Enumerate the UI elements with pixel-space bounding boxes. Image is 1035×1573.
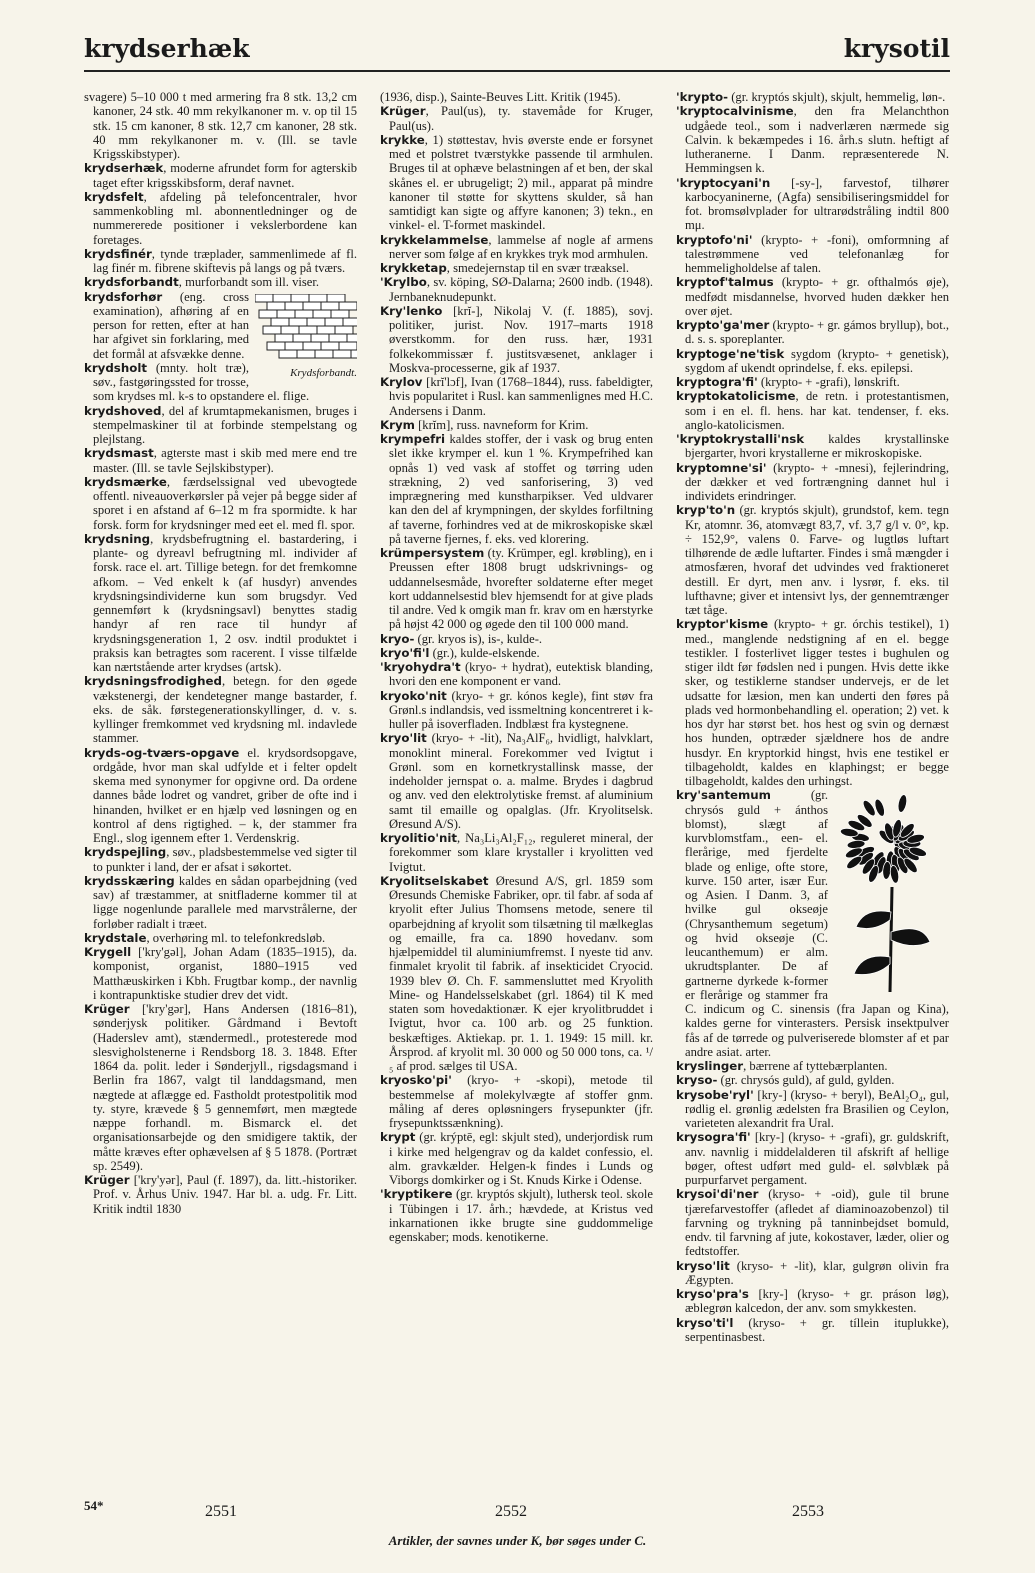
dictionary-entry: krydsfelt, afdeling på telefoncentraler, hvor sammenkobling ml. abonnentledninger og de nummererede positioner i vekslerbordene kan foretages. [84,189,357,247]
headword: Kryolitselskabet [380,873,489,888]
dictionary-entry: kryso'ti'l (kryso- + gr. tíllein ituplukke), serpentinasbest. [676,1315,949,1344]
headword: kryptor'kisme [676,617,769,632]
dictionary-entry: 'kryptikere (gr. kryptós skjult), luthersk teol. skole i Tübingen i 17. årh.; hævdede, at Kristus ved inkarnationen ikke brugte sine guddommelige egenskaber; mods. kenotikerne. [380,1187,653,1244]
headword: krysobe'ryl' [676,1087,754,1102]
headword: 'Krylbo [380,275,427,290]
headword: Krym [380,417,415,432]
dictionary-entry: krykketap, smedejernstap til en svær træaksel. [380,261,630,275]
headword: krydsmast [84,446,154,461]
headword: kryptomne'si' [676,460,767,475]
dictionary-entry: kryp'to'n (gr. kryptós skjult), grundstof, kem. tegn Kr, atomnr. 36, atomvægt 83,7, vf. 3,7 g/l v. 0°, kp. ÷ 152,9°, valens 0. Farve- og lugtløs luftart tilhørende de ædle luftarter. Findes i små mængder i atmosfæren, hvoraf det udvindes ved fraktioneret destill. Er dyrt, men anv. i lysrør, f. eks. til lufthavne; giver et intensivt lys, der gennemtrænger tæt tåge. [676,503,949,617]
dictionary-entry: kryptokatolicisme, de retn. i protestantismen, som i en el. fl. hens. har kat. tendenser, f. eks. anglo-katolicismen. [676,389,949,432]
dictionary-entry: krydsskæring kaldes en sådan oparbejdning (ved sav) af træstammer, at snitfladerne kommer til at ligge nogenlunde parallele med marvstrålerne, der forløber radialt i træet. [84,873,357,931]
chrysanthemum-illustration [834,792,949,992]
headword: krydsholt [84,360,148,375]
dictionary-entry: krysobe'ryl' [kry-] (kryso- + beryl), BeAl₂O₄, gul, rødlig el. grønlig ædelsten fra Brasilien og Ceylon, varieteten alexandrit fra Ural. [676,1087,949,1130]
dictionary-entry: Krygell ['kry'gəl], Johan Adam (1835–1915), da. komponist, organist, 1880–1915 ved Matthæuskirken i Kbh. Frugtbar komp., der navnlig i kontrapunktiske studier drev det vidt. [84,945,357,1002]
dictionary-entry: 'kryptocalvinisme, den fra Melanchthon udgåede teol., som i nadverlæren nærmede sig Calvin. k bekæmpedes i 16. årh.s slutn. heftigt af lutheranerne. I Danm. repræsenterede N. Hemmingsen k. [676,104,949,176]
dictionary-entry: Kryolitselskabet Øresund A/S, grl. 1859 som Øresunds Chemiske Fabriker, opr. til fabr. af soda af kryolit efter Julius Thomsens metode, senere til oparbejdning af kryolit som tilsætning til mælkeglas og emaille, fra ca. 1890 hovedanv. som hjælpemiddel til aluminiumfremst. I nyeste tid anv. finmalet kryolit til fabrik. af insekticidet Cryocid. 1939 blev Ø. Ch. F. sammensluttet med Kryolith Mine- og Handelsselskabet (grl. 1864) til K med staten som hovedaktionær. K ejer kryolitbruddet i Ivigtut, hvor ca. 100 arb. og 25 funktion. beskæftiges. Aktiekap. pr. 1. 1. 1949: 15 mill. kr. Årsprod. af kryolit ml. 30 000 og 50 000 tons, ca. ¹/₅ af prod. sælges til USA. [380,873,653,1073]
dictionary-entry: krykkelammelse, lammelse af nogle af armens nerver som følge af en krykkes tryk mod armhulen. [380,232,653,261]
dictionary-entry: 'Krylbo, sv. köping, SØ-Dalarna; 2600 indb. (1948). Jernbaneknudepunkt. [380,275,653,304]
headword: kryptof'talmus [676,275,774,290]
brick-bond-illustration [255,294,357,380]
dictionary-entry: kryo'lit (kryo- + -lit), Na₃AlF₆, hvidligt, halvklart, monoklint mineral. Forekommer ved Ivigtut i Grønl. som en kornetkrystallinsk masse, der indeholder jernspat o. a. malme. Brydes i dagbrud og anv. ved den elektrolytiske fremst. af aluminium samt til emaille og opalglas. (Jfr. Kryolitselsk. Øresund A/S). [380,731,653,831]
dictionary-entry: krydspejling, søv., pladsbestemmelse ved sigter til to punkter i land, der er afsat i søkortet. [84,845,357,874]
column-2 [380,90,653,1494]
dictionary-entry: krydsmærke, færdselssignal ved ubevogtede offentl. niveauoverkørsler på vejer på begge sider af sporet i en afstand af 6–12 m fra spormidte. k har forsk. form for krydsninger med eet el. med fl. spor. [84,474,357,532]
dictionary-entry: Krüger ['kry'yər], Paul (f. 1897), da. litt.-historiker. Prof. v. Århus Univ. 1947. Har bl. a. udg. Fr. Litt. Kritik indtil 1830 [84,1173,357,1216]
headword: kryso'lit [676,1258,730,1273]
headword: Kry'lenko [380,303,443,318]
dictionary-entry: krydstale, overhøring ml. to telefonkredsløb. [84,930,326,945]
dictionary-entry: krümpersystem (ty. Krümper, egl. krøbling), en i Preussen efter 1808 brugt udskrivnings- og uddannelsesmåde, hvorefter soldaterne efter meget kort uddannelsestid blev hjemsendt for at give plads til andre. Ved k omgik man fr. krav om en hærstyrke på højst 42 000 og øgede den til 100 000 mand. [380,546,653,632]
headword: krydsningsfrodighed [84,674,222,689]
dictionary-entry: krykke, 1) støttestav, hvis øverste ende er forsynet med et polstret tværstykke passende til armhulen. Bruges til at ophæve belastningen af et ben, der skal skånes el. er ubrugeligt; 2) mil., apparat på mindre kanoner til støtte for skyttens skulder, så han samtidigt kan sigte og affyre kanonen; 3) tekn., en vinkel- el. T-formet maskindel. [380,132,653,233]
dictionary-entry: krympefri kaldes stoffer, der i vask og brug enten slet ikke krymper el. kun 1 %. Krympefrihed kan opnås 1) ved vask af stoffet og tørring uden strækning, 2) ved sanforisering, 3) ved imprægnering med kunstharpikser. Ved uldvarer kan den del af krympningen, der skyldes forfiltning af taverne, forhindres ved at de mikroskopiske skæl på taverne fjernes, f. eks. ved klorering. [380,432,653,546]
dictionary-entry: svagere) 5–10 000 t med armering fra 8 stk. 13,2 cm kanoner, 24 stk. 40 mm rekylkanoner m. v. op til 15 stk. 15 cm kanoner, 8 stk. 12,7 cm kanoner, 28 stk. 40 mm rekylkanoner m. v. (Ill. se tavle Krigsskibstyper). [84,90,357,161]
dictionary-entry: Krym [krĭm], russ. navneform for Krim. [380,417,589,432]
dictionary-entry: krydsningsfrodighed, betegn. for den øgede vækstenergi, der kendetegner mange bastarder, f. eks. de såk. førstegenerationskyllinger, d. v. s. kyllinger fremkommet ved krydsning ml. indavlede stammer. [84,674,357,746]
headword: kryolitio'nit [380,831,458,845]
dictionary-entry: kryptoge'ne'tisk sygdom (krypto- + genetisk), sygdom af ukendt oprindelse, f. eks. epilepsi. [676,346,949,375]
dictionary-entry: kryso- (gr. chrysós guld), af guld, gylden. [676,1073,895,1088]
headword: krypt [380,1130,416,1145]
dictionary-entry: kryo- (gr. kryos is), is-, kulde-. [380,631,543,646]
dictionary-entry: krydsforhør (eng. cross examination), afhøring af en person for retten, efter at han har afgivet sin forklaring, med det formål at afsvække denne. [84,289,249,361]
dictionary-entry: krypto'ga'mer (krypto- + gr. gámos bryllup), bot., d. s. s. sporeplanter. [676,318,949,347]
dictionary-entry: 'kryptocyani'n [-sy-], farvestof, tilhører karbocyaninerne, (Agfa) sensibiliseringsmiddel for fot. bromsølvplader for ultrarødstråling indtil 800 mμ. [676,175,949,233]
dictionary-entry: kryoko'nit (kryo- + gr. kónos kegle), fint støv fra Grønl.s indlandsis, ved issmeltning koncentreret i k-huller på isoverfladen. Indblæst fra kystegnene. [380,688,653,731]
headword: kryoko'nit [380,688,447,703]
page-number-2553: 2553 [792,1503,824,1520]
dictionary-entry: kryptomne'si' (krypto- + -mnesi), fejlerindring, der dækker et ved fortrængning dannet hul i individets erindringer. [676,460,949,503]
dictionary-entry: kry'santemum (gr. chrysós guld + ánthos blomst), slægt af kurvblomstfam., een- el. flerårige, med fjerdelte blade og enlige, ofte store, kurve. 150 arter, især Eur. og Asien. I Danm. 3, af hvilke gul okseøje (Chrysanthemum segetum) og hvid okseøje (C. leucanthemum) er alm. ukrudtsplanter. De af gartnerne dyrkede k-former er flerårige og stammer fra C. indicum og C. sinensis (fra Japan og Kina), kaldes gerne for vinterasters. Persisk insektpulver fås af de tørrede og pulveriserede blomster af et par andre asiat. arter. [676,788,949,1059]
headword: 'kryptokrystalli'nsk [676,432,805,446]
headword: kryds-og-tværs-opgave [84,745,240,760]
headword: krykke [380,132,425,147]
headword: kryptokatolicisme [676,389,796,404]
headword: kryo- [380,631,415,646]
dictionary-entry: kryptogra'fi' (krypto- + -grafi), lønskrift. [676,375,900,389]
headword: Krüger [84,1002,130,1016]
column-1 [84,90,357,1494]
headword: kryso- [676,1073,718,1088]
headword: kryso'pra's [676,1287,749,1301]
headword: krysogra'fi' [676,1130,751,1145]
headword: kry'santemum [676,788,771,803]
headword: krydshoved [84,403,162,418]
headword: krydsfelt [84,189,144,204]
headword: Krylov [380,375,423,389]
headword: krydsforhør [84,289,163,304]
sheet-marker: 54* [84,1498,104,1513]
headword: krysoi'di'ner [676,1187,759,1202]
header-right-word: krysotil [843,34,950,63]
dictionary-entry: kryolitio'nit, Na₃Li₃Al₂F₁₂, reguleret mineral, der forekommer som klare krystaller i kryolitten ved Ivigtut. [380,831,653,874]
dictionary-entry: Krüger ['kry'gər], Hans Andersen (1816–81), sønderjysk politiker. Gårdmand i Bevtoft (Haderslev amt), stændermedl., protesterede mod slesvigholstenerne i Rendsborg 18. 3. 1848. Efter 1864 da. polit. leder i Sønderjyll., rigsdagsmand i Berlin fra 1867, valgt til landdagsmand, men nægtede at aflægge ed. Fastholdt protestpolitik mod ty. styre, krævede § 5 gennemført, men mægtede næppe forhandl. m. Bismarck el. det organisationsarbejde og den smidigere taktik, der måtte kræves efter ophævelsen af § 5 1878. (Portræt sp. 2549). [84,1002,357,1173]
headword: krykketap [380,261,447,275]
headword: krydstale [84,930,147,945]
headword: krydsforbandt [84,275,179,290]
headword: krympefri [380,432,446,446]
headword: kryptofo'ni' [676,232,753,247]
headword: kryo'lit [380,731,427,746]
headword: krydsfinér [84,246,152,261]
headword: kryptoge'ne'tisk [676,346,785,361]
headword: krypto'ga'mer [676,318,770,332]
dictionary-entry: krydsfinér, tynde træplader, sammenlimede af fl. lag finér m. fibrene skiftevis på langs og på tværs. [84,246,357,275]
dictionary-entry: krydsholt (mnty. holt træ), søv., fastgøringssted for trosse, som krydses ml. k-s to opstandere el. flige. [84,360,310,404]
header-left-word: krydserhæk [84,34,250,63]
headword: 'kryptikere [380,1187,453,1202]
dictionary-entry: kryslinger, bærrene af tyttebærplanten. [676,1059,888,1073]
headword: kryosko'pi' [380,1073,452,1088]
page-number-2551: 2551 [205,1503,237,1520]
headword: Krüger [380,104,426,119]
running-header [84,30,950,72]
dictionary-entry: kryo'fi'l (gr.), kulde-elskende. [380,645,540,660]
headword: krydsning [84,531,151,546]
page-number-2552: 2552 [495,1503,527,1520]
headword: krydsskæring [84,873,175,888]
dictionary-entry: kryptor'kisme (krypto- + gr. órchis testikel), 1) med., manglende nedstigning af en el. begge testikler. I fosterlivet ligger testes i bughulen og stiger ildt før fødslen ned i pungen. Hvis dette ikke sker, og testiklerne standser undervejs, er de let udsatte for læsion, men kan underti den føres på plads ved hormonbehandling el. operation; 2) vet. k hos dyr har størst bet. hos hest og svin og dernæst hos hunden, optræder sjældnere hos de andre husdyr. En kryptorkid hingst, hvis ene testikel er tilbageholdt, kaldes en klaphingst; er begge tilbageholdt, kaldes den urhingst. [676,617,949,788]
headword: kryo'fi'l [380,645,430,660]
column-3 [676,90,949,1494]
dictionary-entry: kryso'pra's [kry-] (kryso- + gr. práson løg), æblegrøn kalcedon, der anv. som smykkesten. [676,1287,949,1316]
dictionary-entry: kryptofo'ni' (krypto- + -foni), omformning af talestrømmene ved telefonanlæg for hemmeligholdelse af talen. [676,232,949,275]
dictionary-entry: 'kryohydra't (kryo- + hydrat), eutektisk blanding, hvori den ene komponent er vand. [380,660,653,689]
dictionary-entry: kryptof'talmus (krypto- + gr. ofthalmós øje), medfødt misdannelse, hvorved huden dækker hen over øjet. [676,275,949,318]
dictionary-entry: krysoi'di'ner (kryso- + -oid), gule til brune tjærefarvestoffer (afledet af diaminoazobenzol) til farvning og trykning på tanninbejdset bomuld, endv. til farvning af jute, kokostaver, læder, olier og fedtstoffer. [676,1187,949,1259]
headword: kryslinger [676,1059,744,1073]
dictionary-entry: krydsning, krydsbefrugtning el. bastardering, i plante- og dyreavl befrugtning ml. individer af forsk. race el. art. Tillige betegn. for det fremkomne afkom. – Ved enkelt k (af husdyr) anvendes krydsningsindividerne kun som brugsdyr. Ved gennemført k (krydsningsavl) benyttes stadig handyr af ren race til hundyr af krydsningsgeneration 1, 2 osv. indtil produktet i praksis kan betragtes som racerent. I visse tilfælde kan nærtstående arter krydses (artsk). [84,531,357,674]
headword: krydsmærke [84,474,167,489]
headword: 'kryptocyani'n [676,175,771,190]
dictionary-entry: Krylov [krĭ'lɔf], Ivan (1768–1844), russ. fabeldigter, hvis popularitet i Rusl. kan sammenlignes med H.C. Andersens i Danm. [380,375,653,418]
dictionary-entry: kryosko'pi' (kryo- + -skopi), metode til bestemmelse af molekylvægte af stoffer gnm. måling af deres opløsningers frysepunkter (jfr. frysepunktssænkning). [380,1073,653,1130]
dictionary-entry: krysogra'fi' [kry-] (kryso- + -grafi), gr. guldskrift, anv. navnlig i middelalderen til afskrift af hellige bøger, oftest udført med guld- el. sølvblæk på purpurfarvet pergament. [676,1130,949,1187]
headword: krydserhæk [84,161,164,176]
headword: Krygell [84,945,132,959]
dictionary-entry: (1936, disp.), Sainte-Beuves Litt. Kritik (1945). [380,90,621,104]
dictionary-entry: 'kryptokrystalli'nsk kaldes krystallinske bjergarter, hvori krystallerne er mikroskopiske. [676,432,949,461]
dictionary-entry: krypt (gr. krýptē, egl: skjult sted), underjordisk rum i kirke med helgengrav og da kaldet confessio, el. alm. gravkælder. Helgen-k findes i Lunds og Viborgs domkirker og i St. Knuds Kirke i Odense. [380,1130,653,1187]
dictionary-entry: krydsforbandt, murforbandt som ill. viser. [84,275,320,290]
dictionary-entry: kryds-og-tværs-opgave el. krydsordsopgave, ordgåde, hvor man skal udfylde et i felter opdelt skema med synonymer for opgivne ord. Da ordene dannes både lodret og vandret, griber de ofte ind i hinanden, hvilket er en hjælp ved løsningen og en kontrol af dens rigtighed. – k, der stammer fra Engl., slog igennem efter 1. Verdenskrig. [84,745,357,845]
headword: 'kryohydra't [380,660,461,674]
headword: krümpersystem [380,546,485,560]
dictionary-entry: Kry'lenko [krĭ-], Nikolaj V. (f. 1885), sovj. politiker, jurist. Nov. 1917–marts 1918 øverstkomm. for den russ. hær, 1931 folkekommissær f. justitsvæsenet, anklager i Moskva-processerne, gik af 1937. [380,303,653,375]
dictionary-entry: krydsmast, agterste mast i skib med mere end tre master. (Ill. se tavle Sejlskibstyper). [84,446,357,475]
dictionary-entry: Krüger, Paul(us), ty. stavemåde for Kruger, Paul(us). [380,104,653,133]
footer-note: Artikler, der savnes under K, bør søges under C. [388,1533,647,1548]
headword: kryp'to'n [676,503,736,518]
headword: 'krypto- [676,90,729,104]
headword: Krüger [84,1173,130,1187]
figure-caption: Krydsforbandt. [290,366,357,379]
dictionary-entry: krydserhæk, moderne afrundet form for agterskib taget efter krigsskibsform, deraf navnet. [84,161,357,190]
headword: kryptogra'fi' [676,375,758,389]
dictionary-entry: 'krypto- (gr. kryptós skjult), skjult, hemmelig, løn-. [676,90,946,104]
headword: kryso'ti'l [676,1315,734,1330]
headword: krykkelammelse [380,232,489,247]
headword: krydspejling [84,845,167,860]
dictionary-entry: kryso'lit (kryso- + -lit), klar, gulgrøn olivin fra Ægypten. [676,1258,949,1287]
dictionary-entry: krydshoved, del af krumtapmekanismen, bruges i stempelmaskiner til at forbinde stempelstang og plejlstang. [84,403,357,446]
headword: 'kryptocalvinisme [676,104,794,119]
